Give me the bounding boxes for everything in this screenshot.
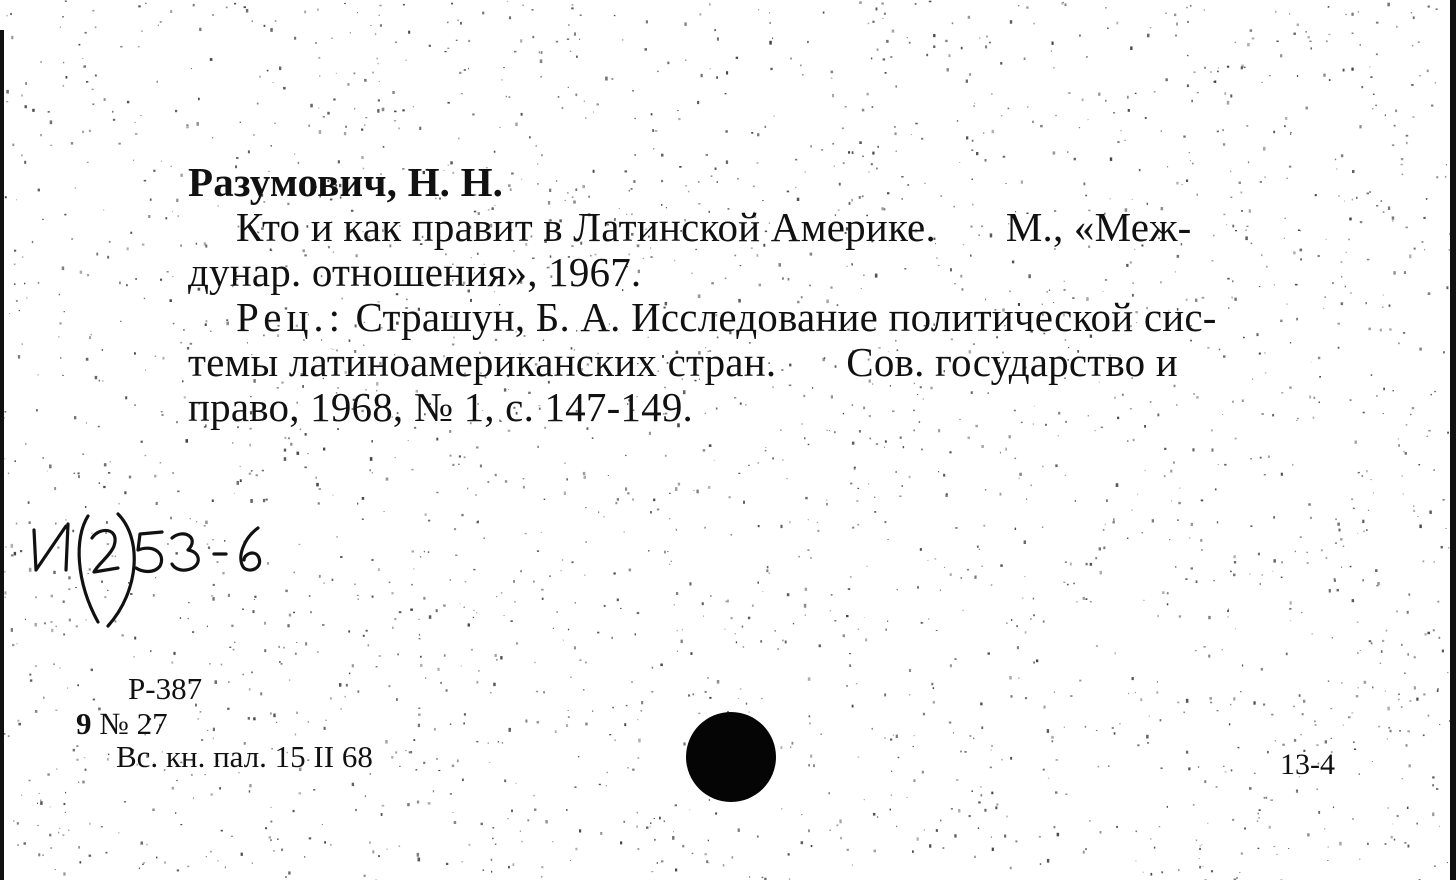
book-title: Кто и как правит в Латинской Америке. <box>236 204 936 250</box>
entry-line-6 <box>188 385 1358 430</box>
review-journal: Сов. государство и <box>846 339 1178 385</box>
card-right-edge <box>1450 0 1456 880</box>
entry-line-4 <box>188 295 1358 340</box>
publisher-end: дунар. отношения», 1967. <box>188 249 642 295</box>
review-label: Рец.: <box>236 294 346 340</box>
item-number-prefix: 9 <box>76 706 92 741</box>
call-number: Р-387 <box>128 671 203 706</box>
review-citation-start: Страшун, Б. А. Исследование политической сис- <box>355 294 1217 340</box>
review-citation-middle: темы латиноамериканских стран. <box>188 339 777 385</box>
entry-line-3 <box>188 250 1358 295</box>
item-number <box>76 707 168 741</box>
publisher-start: М., «Меж- <box>1005 204 1192 250</box>
review-citation-end: право, 1968, № 1, с. 147-149. <box>188 384 693 430</box>
card-code: 13-4 <box>1280 748 1335 781</box>
bibliographic-entry <box>188 160 1358 430</box>
author-name: Разумович, Н. Н. <box>188 159 504 205</box>
card-left-edge <box>0 30 4 880</box>
registry-line: Вс. кн. пал. 15 II 68 <box>116 739 373 774</box>
card-punch-hole <box>686 712 776 802</box>
handwritten-shelf-note <box>22 498 282 638</box>
entry-line-1 <box>188 160 1358 205</box>
item-number-value: № 27 <box>99 706 168 741</box>
entry-line-5 <box>188 340 1358 385</box>
entry-line-2 <box>188 205 1358 250</box>
